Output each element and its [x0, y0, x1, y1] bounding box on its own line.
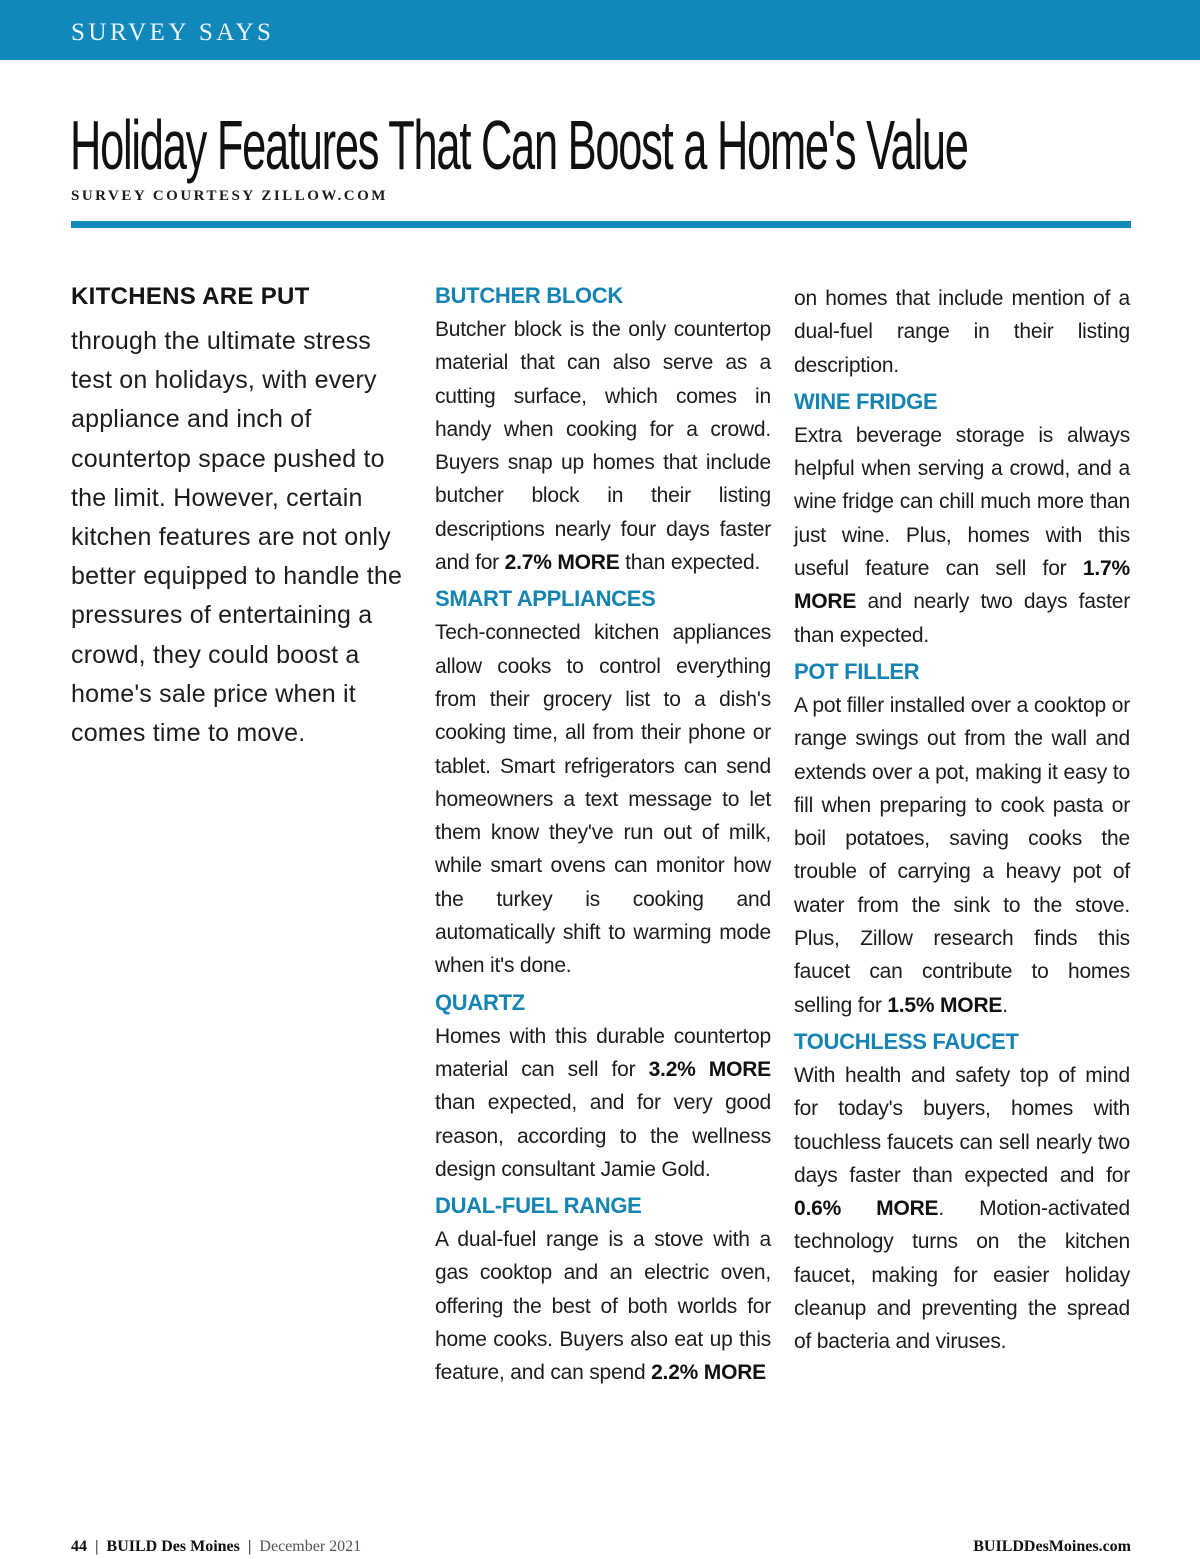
publication-name: BUILD Des Moines [106, 1538, 240, 1555]
survey-credit: SURVEY COURTESY ZILLOW.COM [71, 188, 388, 204]
section-butcher-block [435, 282, 771, 579]
section-heading: BUTCHER BLOCK [435, 283, 623, 308]
article-title: Holiday Features That Can Boost a Home's Value [70, 106, 968, 184]
section-label: SURVEY SAYS [71, 19, 275, 46]
section-heading: POT FILLER [794, 658, 920, 684]
footer-left [71, 1537, 361, 1557]
section-banner [0, 0, 1200, 60]
article-column-3 [794, 282, 1130, 1365]
section-dual-fuel-range [435, 1192, 771, 1389]
section-body: Tech-connected kitchen appliances allow cooks to control everything from their grocery list to a dish's cooking time, all from their phone or tablet. Smart refrigerators can send homeowners a text message to let them know they've run out of milk, while smart ovens can monitor how the turkey is cooking and automatically shift to warming mode when it's done. [435, 621, 771, 978]
stat-highlight: 1.5% MORE [887, 993, 1003, 1017]
stat-highlight: 1.7% MORE [794, 557, 1130, 614]
page-number: 44 [71, 1538, 87, 1555]
footer-separator: | [247, 1538, 252, 1555]
section-heading: WINE FRIDGE [794, 388, 938, 414]
intro-heading: KITCHENS ARE PUT [71, 283, 310, 310]
section-body: Homes with this durable countertop material can sell for 3.2% MORE than expected, and for very good reason, according to the wellness design consultant Jamie Gold. [435, 1024, 771, 1181]
section-heading: QUARTZ [435, 989, 525, 1015]
issue-date: December 2021 [259, 1538, 362, 1555]
section-dual-fuel-range-continued [794, 282, 1130, 382]
stat-highlight: 2.7% MORE [504, 551, 620, 575]
section-body: A pot filler installed over a cooktop or range swings out from the wall and extends over a pot, making it easy to fill when preparing to cook pasta or boil potatoes, saving cooks the trouble of carrying a heavy pot of water from the sink to the stove. Plus, Zillow research finds this faucet can contribute to homes selling for 1.5% MORE. [794, 693, 1130, 1017]
section-body: Butcher block is the only countertop material that can also serve as a cutting surface, which comes in handy when cooking for a crowd. Buyers snap up homes that include butcher block in their listing descriptions nearly four days faster and for 2.7% MORE than expected. [435, 318, 771, 575]
section-body: Extra beverage storage is always helpful when serving a crowd, and a wine fridge can chill much more than just wine. Plus, homes with this useful feature can sell for 1.7% MORE and nearly two days faster than expected. [794, 423, 1130, 647]
section-body: A dual-fuel range is a stove with a gas cooktop and an electric oven, offering the best of both worlds for home cooks. Buyers also eat up this feature, and can spend 2.2% MORE [435, 1228, 771, 1385]
section-touchless-faucet [794, 1028, 1130, 1359]
stat-highlight: 0.6% MORE [794, 1197, 939, 1221]
stat-highlight: 2.2% MORE [651, 1361, 766, 1385]
section-wine-fridge [794, 388, 1130, 652]
section-heading: TOUCHLESS FAUCET [794, 1028, 1019, 1054]
intro-column [71, 282, 406, 753]
intro-body: through the ultimate stress test on holidays, with every appliance and inch of countertop space pushed to the limit. However, certain kitchen features are not only better equipped to handle the pressures of entertaining a crowd, they could boost a home's sale price when it comes time to move. [71, 327, 403, 748]
section-heading: DUAL-FUEL RANGE [435, 1193, 642, 1219]
stat-highlight: 3.2% MORE [648, 1057, 771, 1081]
section-quartz [435, 989, 771, 1186]
title-rule [71, 221, 1131, 228]
article-column-2 [435, 282, 771, 1396]
page-footer [71, 1537, 1131, 1559]
section-pot-filler [794, 658, 1130, 1022]
section-body-continued: on homes that include mention of a dual-fuel range in their listing description. [794, 287, 1130, 377]
section-smart-appliances [435, 585, 771, 982]
website-link[interactable]: BUILDDesMoines.com [973, 1538, 1131, 1555]
section-heading: SMART APPLIANCES [435, 586, 656, 612]
section-body: With health and safety top of mind for today's buyers, homes with touchless faucets can sell nearly two days faster than expected and for 0.6% MORE. Motion-activated technology turns on the kitchen faucet, making for easier holiday cleanup and preventing the spread of bacteria and viruses. [794, 1063, 1130, 1354]
footer-separator: | [95, 1538, 99, 1555]
